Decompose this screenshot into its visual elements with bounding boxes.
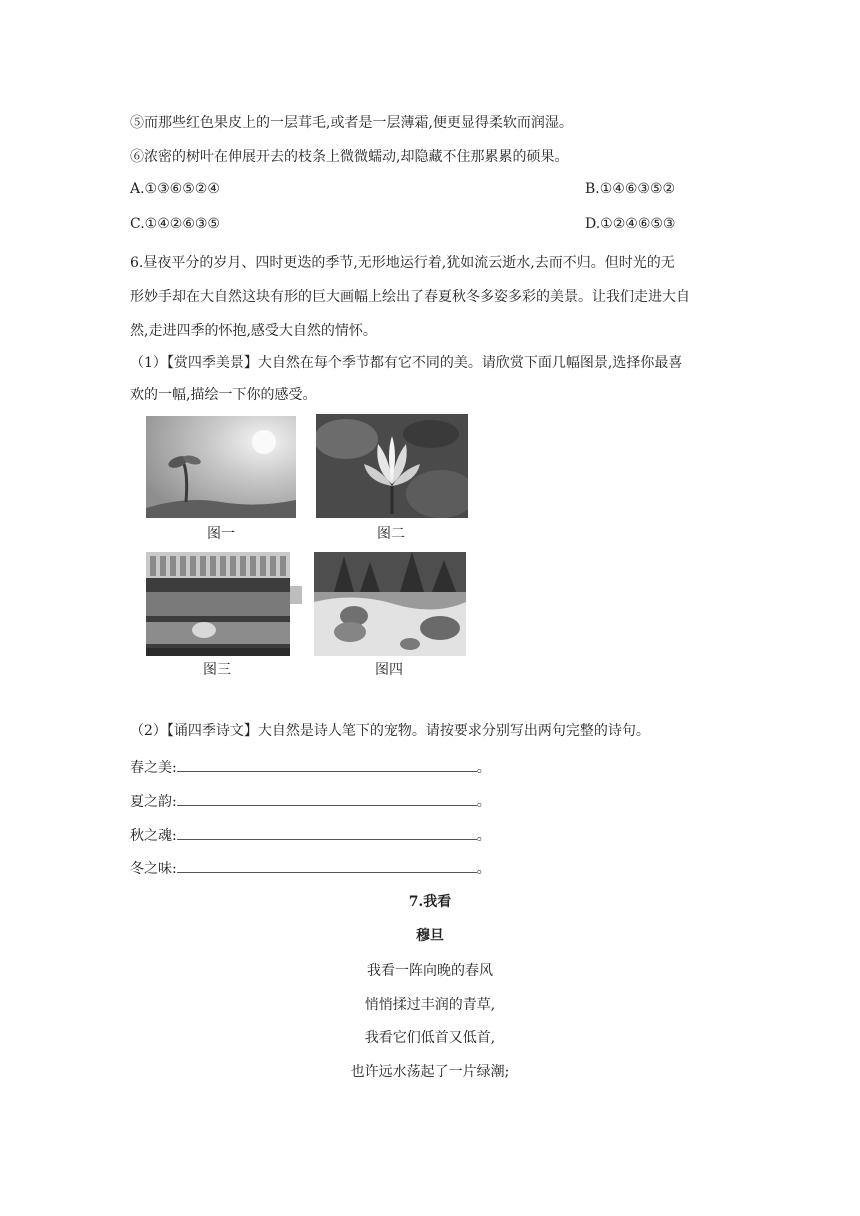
poem-line: 我看一阵向晚的春风 (367, 963, 493, 979)
blank-label: 夏之韵: (130, 794, 177, 810)
figure-3-caption: 图三 (203, 662, 231, 678)
blank-end: 。 (476, 794, 491, 810)
blank-label: 冬之味: (130, 861, 177, 877)
blank-row-autumn (130, 825, 491, 845)
figure-2-lotus-image (316, 414, 468, 518)
q6-part1-line-2: 欢的一幅,描绘一下你的感受。 (130, 387, 317, 403)
blank-row-summer (130, 791, 491, 811)
question-item-6: ⑥浓密的树叶在伸展开去的枝条上微微蠕动,却隐藏不住那累累的硕果。 (130, 149, 569, 165)
figure-3-harvest-image (146, 552, 290, 656)
figure-1-caption: 图一 (207, 526, 235, 542)
q6-intro-line-1: 6.昼夜平分的岁月、四时更迭的季节,无形地运行着,犹如流云逝水,去而不归。但时光的无 (130, 255, 675, 271)
blank-end: 。 (476, 760, 491, 776)
option-a: A.①③⑥⑤②④ (130, 181, 220, 197)
poem-line: 也许远水荡起了一片绿潮; (350, 1064, 510, 1080)
q6-intro-line-2: 形妙手却在大自然这块有形的巨大画幅上绘出了春夏秋冬多姿多彩的美景。让我们走进大自 (130, 289, 690, 305)
option-d: D.①②④⑥⑤③ (585, 216, 676, 232)
q6-part2-line: （2）【诵四季诗文】大自然是诗人笔下的宠物。请按要求分别写出两句完整的诗句。 (130, 723, 650, 739)
blank-end: 。 (476, 861, 491, 877)
figure-4-caption: 图四 (375, 662, 403, 678)
blank-row-spring (130, 757, 491, 777)
poem-title: 7.我看 (408, 894, 452, 910)
poem-line: 悄悄揉过丰润的青草, (364, 997, 496, 1013)
question-item-5: ⑤而那些红色果皮上的一层茸毛,或者是一层薄霜,便更显得柔软而润湿。 (130, 115, 573, 131)
blank-end: 。 (476, 828, 491, 844)
poem-author: 穆旦 (416, 928, 444, 944)
blank-label: 春之美: (130, 760, 177, 776)
blank-label: 秋之魂: (130, 828, 177, 844)
blank-row-winter (130, 858, 491, 878)
figure-4-winter-image (314, 552, 466, 656)
figure-2-caption: 图二 (377, 526, 405, 542)
image-artifact (290, 586, 302, 604)
answer-blank[interactable] (177, 793, 477, 806)
option-b: B.①④⑥③⑤② (585, 181, 676, 197)
answer-blank[interactable] (177, 759, 477, 772)
figure-1-sprout-image (146, 416, 296, 518)
q6-part1-line-1: （1）【赏四季美景】大自然在每个季节都有它不同的美。请欣赏下面几幅图景,选择你最喜 (130, 355, 683, 371)
poem-line: 我看它们低首又低首, (364, 1030, 496, 1046)
answer-blank[interactable] (177, 860, 477, 873)
q6-intro-line-3: 然,走进四季的怀抱,感受大自然的情怀。 (130, 323, 377, 339)
answer-blank[interactable] (177, 827, 477, 840)
option-c: C.①④②⑥③⑤ (130, 216, 220, 232)
